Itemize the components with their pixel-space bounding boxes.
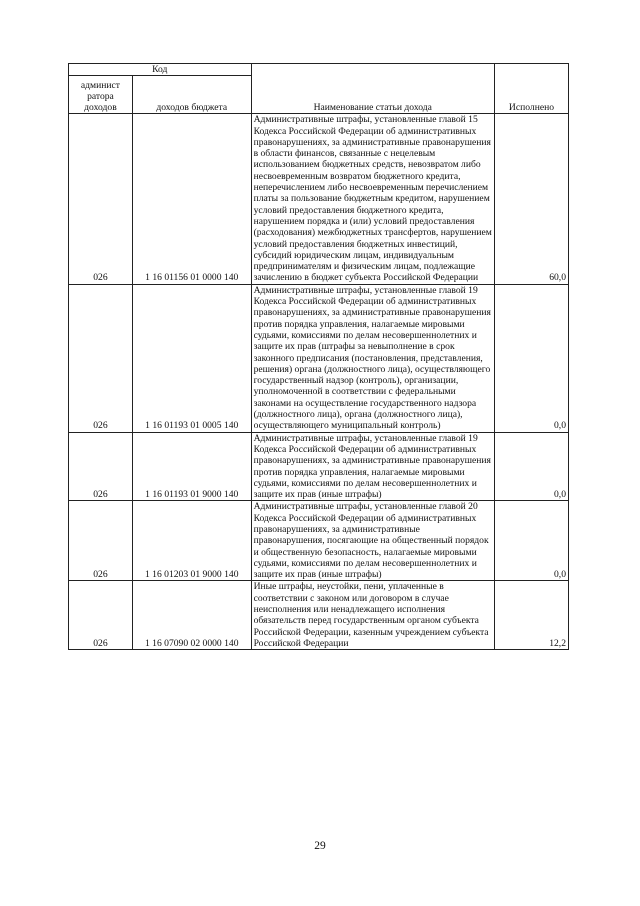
header-executed: Исполнено [494, 64, 568, 114]
executed-value: 60,0 [494, 114, 568, 284]
executed-value: 0,0 [494, 284, 568, 432]
admin-code: 026 [69, 501, 133, 581]
budget-code: 1 16 01193 01 9000 140 [132, 432, 251, 501]
table-row [69, 581, 569, 650]
header-admin: админист ратора доходов [69, 76, 133, 114]
admin-code: 026 [69, 432, 133, 501]
header-dohody: доходов бюджета [132, 76, 251, 114]
budget-code: 1 16 01203 01 9000 140 [132, 501, 251, 581]
executed-value: 12,2 [494, 581, 568, 650]
budget-code: 1 16 01156 01 0000 140 [132, 114, 251, 284]
budget-code: 1 16 01193 01 0005 140 [132, 284, 251, 432]
revenue-name: Административные штрафы, установленные главой 15 Кодекса Российской Федерации об административных правонарушениях, за административные правонарушения в области финансов, связанные с нецелевым использованием бюджетных средств, невозвратом либо несвоевременным возвратом бюджетного кредита, неперечислением либо несвоевременным перечислением платы за пользование бюджетным кредитом, нарушением условий предоставления бюджетного кредита, нарушением порядка и (или) условий предоставления (расходования) межбюджетных трансфертов, нарушением условий предоставления бюджетных инвестиций, субсидий юридическим лицам, индивидуальным предпринимателям и физическим лицам, подлежащие зачислению в бюджет субъекта Российской Федерации [251, 114, 494, 284]
table-row [69, 501, 569, 581]
admin-code: 026 [69, 114, 133, 284]
executed-value: 0,0 [494, 501, 568, 581]
revenue-table [68, 63, 569, 650]
admin-code: 026 [69, 581, 133, 650]
table-row [69, 284, 569, 432]
admin-code: 026 [69, 284, 133, 432]
page-number: 29 [314, 840, 326, 852]
header-name: Наименование статьи дохода [251, 64, 494, 114]
revenue-name: Административные штрафы, установленные главой 19 Кодекса Российской Федерации об административных правонарушениях, за административные правонарушения против порядка управления, налагаемые мировыми судьями, комиссиями по делам несовершеннолетних и защите их прав (штрафы за невыполнение в срок законного предписания (постановления, представления, решения) органа (должностного лица), осуществляющего государственный надзор (контроль), организации, уполномоченной в соответствии с федеральными законами на осуществление государственного надзора (должностного лица), органа (должностного лица), осуществляющего муниципальный контроль) [251, 284, 494, 432]
executed-value: 0,0 [494, 432, 568, 501]
table-row [69, 432, 569, 501]
revenue-name: Иные штрафы, неустойки, пени, уплаченные в соответствии с законом или договором в случае неисполнения или ненадлежащего исполнения обязательств перед государственным органом субъекта Российской Федерации, казенным учреждением субъекта Российской Федерации [251, 581, 494, 650]
budget-code: 1 16 07090 02 0000 140 [132, 581, 251, 650]
revenue-name: Административные штрафы, установленные главой 19 Кодекса Российской Федерации об административных правонарушениях, за административные правонарушения против порядка управления, налагаемые мировыми судьями, комиссиями по делам несовершеннолетних и защите их прав (иные штрафы) [251, 432, 494, 501]
header-kod: Код [69, 64, 252, 76]
revenue-name: Административные штрафы, установленные главой 20 Кодекса Российской Федерации об административных правонарушениях, за административные правонарушения, посягающие на общественный порядок и общественную безопасность, налагаемые мировыми судьями, комиссиями по делам несовершеннолетних и защите их прав (иные штрафы) [251, 501, 494, 581]
header-row-top [69, 64, 569, 76]
table-row [69, 114, 569, 284]
